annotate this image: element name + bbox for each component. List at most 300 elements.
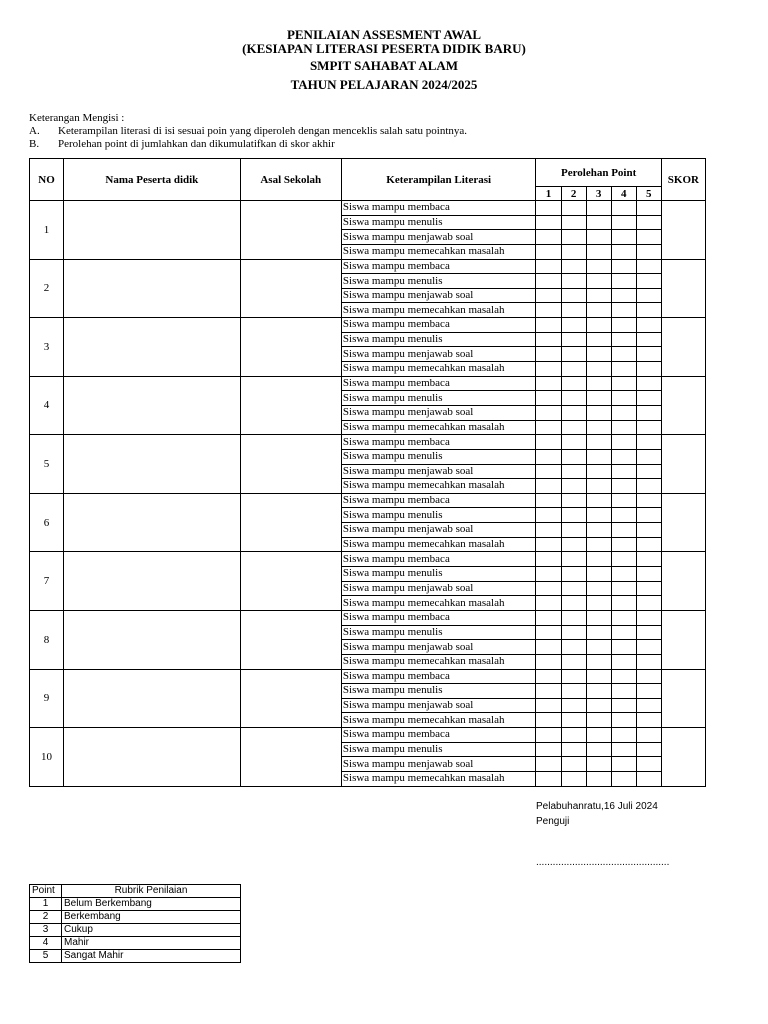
title-line-2: (KESIAPAN LITERASI PESERTA DIDIK BARU) — [242, 41, 526, 56]
point-cell-4[interactable] — [611, 537, 636, 552]
table-row — [30, 318, 706, 333]
criterion-label: Siswa mampu memecahkan masalah — [341, 771, 536, 786]
point-cell-4[interactable] — [611, 713, 636, 728]
criterion-label: Siswa mampu memecahkan masalah — [341, 303, 536, 318]
point-cell-3[interactable] — [586, 669, 611, 684]
header-points: Perolehan Point — [536, 159, 661, 187]
school-cell[interactable] — [240, 552, 341, 611]
point-cell-3[interactable] — [586, 684, 611, 699]
point-cell-5[interactable] — [636, 215, 661, 230]
point-cell-4[interactable] — [611, 508, 636, 523]
point-cell-1[interactable] — [536, 757, 561, 772]
point-cell-2[interactable] — [561, 215, 586, 230]
point-cell-5[interactable] — [636, 332, 661, 347]
point-cell-2[interactable] — [561, 449, 586, 464]
point-cell-1[interactable] — [536, 742, 561, 757]
point-cell-3[interactable] — [586, 215, 611, 230]
table-row — [30, 493, 706, 508]
criterion-label: Siswa mampu menjawab soal — [341, 640, 536, 655]
student-name-cell[interactable] — [64, 376, 241, 435]
point-cell-4[interactable] — [611, 771, 636, 786]
rubric-label: Mahir — [62, 937, 241, 950]
point-cell-3[interactable] — [586, 567, 611, 582]
point-cell-4[interactable] — [611, 728, 636, 743]
header-point-3: 3 — [586, 187, 611, 201]
point-cell-5[interactable] — [636, 537, 661, 552]
criterion-label: Siswa mampu menjawab soal — [341, 405, 536, 420]
point-cell-1[interactable] — [536, 610, 561, 625]
point-cell-1[interactable] — [536, 303, 561, 318]
point-cell-1[interactable] — [536, 552, 561, 567]
point-cell-3[interactable] — [586, 610, 611, 625]
score-cell[interactable] — [661, 610, 705, 669]
point-cell-3[interactable] — [586, 523, 611, 538]
school-cell[interactable] — [240, 259, 341, 318]
point-cell-2[interactable] — [561, 610, 586, 625]
point-cell-2[interactable] — [561, 362, 586, 377]
point-cell-4[interactable] — [611, 362, 636, 377]
student-name-cell[interactable] — [64, 201, 241, 260]
point-cell-4[interactable] — [611, 303, 636, 318]
rubric-row — [30, 937, 241, 950]
point-cell-3[interactable] — [586, 581, 611, 596]
table-row — [30, 669, 706, 684]
point-cell-1[interactable] — [536, 405, 561, 420]
point-cell-2[interactable] — [561, 523, 586, 538]
point-cell-4[interactable] — [611, 479, 636, 494]
assessment-table — [29, 158, 706, 787]
table-row — [30, 728, 706, 743]
point-cell-2[interactable] — [561, 376, 586, 391]
point-cell-2[interactable] — [561, 464, 586, 479]
point-cell-4[interactable] — [611, 420, 636, 435]
point-cell-4[interactable] — [611, 684, 636, 699]
point-cell-3[interactable] — [586, 244, 611, 259]
point-cell-3[interactable] — [586, 625, 611, 640]
point-cell-3[interactable] — [586, 288, 611, 303]
point-cell-1[interactable] — [536, 201, 561, 216]
point-cell-2[interactable] — [561, 537, 586, 552]
point-cell-1[interactable] — [536, 669, 561, 684]
point-cell-2[interactable] — [561, 625, 586, 640]
table-row — [30, 610, 706, 625]
point-cell-5[interactable] — [636, 552, 661, 567]
score-cell[interactable] — [661, 552, 705, 611]
point-cell-4[interactable] — [611, 274, 636, 289]
point-cell-3[interactable] — [586, 274, 611, 289]
point-cell-2[interactable] — [561, 654, 586, 669]
point-cell-2[interactable] — [561, 640, 586, 655]
point-cell-4[interactable] — [611, 654, 636, 669]
point-cell-1[interactable] — [536, 508, 561, 523]
school-cell[interactable] — [240, 376, 341, 435]
point-cell-3[interactable] — [586, 201, 611, 216]
criterion-label: Siswa mampu membaca — [341, 259, 536, 274]
point-cell-4[interactable] — [611, 347, 636, 362]
student-name-cell[interactable] — [64, 552, 241, 611]
point-cell-5[interactable] — [636, 303, 661, 318]
criterion-label: Siswa mampu menulis — [341, 391, 536, 406]
header-name: Nama Peserta didik — [64, 159, 241, 201]
point-cell-2[interactable] — [561, 405, 586, 420]
point-cell-4[interactable] — [611, 610, 636, 625]
point-cell-1[interactable] — [536, 567, 561, 582]
point-cell-3[interactable] — [586, 493, 611, 508]
point-cell-1[interactable] — [536, 318, 561, 333]
student-name-cell[interactable] — [64, 493, 241, 552]
point-cell-3[interactable] — [586, 757, 611, 772]
point-cell-1[interactable] — [536, 376, 561, 391]
point-cell-4[interactable] — [611, 596, 636, 611]
point-cell-5[interactable] — [636, 288, 661, 303]
point-cell-3[interactable] — [586, 728, 611, 743]
criterion-label: Siswa mampu menjawab soal — [341, 581, 536, 596]
point-cell-2[interactable] — [561, 596, 586, 611]
title-line-3: SMPIT SAHABAT ALAM — [309, 58, 459, 73]
point-cell-2[interactable] — [561, 728, 586, 743]
point-cell-5[interactable] — [636, 728, 661, 743]
point-cell-3[interactable] — [586, 318, 611, 333]
table-row — [30, 552, 706, 567]
point-cell-3[interactable] — [586, 362, 611, 377]
point-cell-5[interactable] — [636, 523, 661, 538]
point-cell-4[interactable] — [611, 640, 636, 655]
student-name-cell[interactable] — [64, 610, 241, 669]
score-cell[interactable] — [661, 259, 705, 318]
point-cell-5[interactable] — [636, 376, 661, 391]
point-cell-5[interactable] — [636, 508, 661, 523]
point-cell-1[interactable] — [536, 654, 561, 669]
point-cell-3[interactable] — [586, 552, 611, 567]
point-cell-3[interactable] — [586, 391, 611, 406]
point-cell-5[interactable] — [636, 230, 661, 245]
point-cell-2[interactable] — [561, 479, 586, 494]
point-cell-5[interactable] — [636, 625, 661, 640]
point-cell-4[interactable] — [611, 493, 636, 508]
place-date: Pelabuhanratu,16 Juli 2024 — [536, 801, 658, 812]
point-cell-2[interactable] — [561, 508, 586, 523]
point-cell-4[interactable] — [611, 523, 636, 538]
row-number: 1 — [30, 201, 64, 260]
score-cell[interactable] — [661, 201, 705, 260]
school-cell[interactable] — [240, 610, 341, 669]
point-cell-1[interactable] — [536, 713, 561, 728]
student-name-cell[interactable] — [64, 318, 241, 377]
rubric-header-label: Rubrik Penilaian — [62, 885, 241, 898]
header-point-5: 5 — [636, 187, 661, 201]
point-cell-5[interactable] — [636, 698, 661, 713]
point-cell-5[interactable] — [636, 640, 661, 655]
criterion-label: Siswa mampu membaca — [341, 435, 536, 450]
point-cell-2[interactable] — [561, 493, 586, 508]
point-cell-5[interactable] — [636, 362, 661, 377]
criterion-label: Siswa mampu menulis — [341, 332, 536, 347]
point-cell-1[interactable] — [536, 420, 561, 435]
criterion-label: Siswa mampu memecahkan masalah — [341, 537, 536, 552]
point-cell-3[interactable] — [586, 435, 611, 450]
score-cell[interactable] — [661, 493, 705, 552]
examiner-label: Penguji — [536, 816, 570, 827]
point-cell-5[interactable] — [636, 757, 661, 772]
criterion-label: Siswa mampu memecahkan masalah — [341, 713, 536, 728]
point-cell-3[interactable] — [586, 376, 611, 391]
point-cell-5[interactable] — [636, 654, 661, 669]
point-cell-1[interactable] — [536, 771, 561, 786]
point-cell-1[interactable] — [536, 684, 561, 699]
point-cell-4[interactable] — [611, 288, 636, 303]
instruction-b — [29, 138, 467, 151]
point-cell-1[interactable] — [536, 464, 561, 479]
point-cell-4[interactable] — [611, 259, 636, 274]
point-cell-5[interactable] — [636, 684, 661, 699]
point-cell-5[interactable] — [636, 669, 661, 684]
school-cell[interactable] — [240, 493, 341, 552]
point-cell-3[interactable] — [586, 698, 611, 713]
point-cell-4[interactable] — [611, 391, 636, 406]
point-cell-1[interactable] — [536, 215, 561, 230]
point-cell-1[interactable] — [536, 493, 561, 508]
point-cell-4[interactable] — [611, 201, 636, 216]
point-cell-2[interactable] — [561, 698, 586, 713]
point-cell-2[interactable] — [561, 552, 586, 567]
criterion-label: Siswa mampu menulis — [341, 742, 536, 757]
point-cell-1[interactable] — [536, 362, 561, 377]
point-cell-2[interactable] — [561, 259, 586, 274]
school-cell[interactable] — [240, 728, 341, 787]
point-cell-2[interactable] — [561, 244, 586, 259]
score-cell[interactable] — [661, 728, 705, 787]
criterion-label: Siswa mampu menjawab soal — [341, 464, 536, 479]
point-cell-1[interactable] — [536, 230, 561, 245]
point-cell-3[interactable] — [586, 596, 611, 611]
point-cell-5[interactable] — [636, 596, 661, 611]
point-cell-5[interactable] — [636, 420, 661, 435]
point-cell-4[interactable] — [611, 230, 636, 245]
point-cell-5[interactable] — [636, 318, 661, 333]
title-line-1: PENILAIAN ASSESMENT AWAL — [286, 27, 482, 42]
score-cell[interactable] — [661, 435, 705, 494]
point-cell-3[interactable] — [586, 713, 611, 728]
point-cell-5[interactable] — [636, 713, 661, 728]
point-cell-4[interactable] — [611, 567, 636, 582]
criterion-label: Siswa mampu memecahkan masalah — [341, 479, 536, 494]
point-cell-3[interactable] — [586, 347, 611, 362]
point-cell-4[interactable] — [611, 552, 636, 567]
criterion-label: Siswa mampu menulis — [341, 449, 536, 464]
point-cell-3[interactable] — [586, 303, 611, 318]
point-cell-1[interactable] — [536, 581, 561, 596]
criterion-label: Siswa mampu menjawab soal — [341, 698, 536, 713]
point-cell-5[interactable] — [636, 405, 661, 420]
point-cell-2[interactable] — [561, 230, 586, 245]
point-cell-4[interactable] — [611, 215, 636, 230]
point-cell-5[interactable] — [636, 479, 661, 494]
point-cell-1[interactable] — [536, 449, 561, 464]
criterion-label: Siswa mampu menulis — [341, 508, 536, 523]
point-cell-1[interactable] — [536, 625, 561, 640]
table-row — [30, 259, 706, 274]
point-cell-4[interactable] — [611, 449, 636, 464]
point-cell-4[interactable] — [611, 318, 636, 333]
point-cell-1[interactable] — [536, 698, 561, 713]
point-cell-2[interactable] — [561, 318, 586, 333]
point-cell-2[interactable] — [561, 274, 586, 289]
row-number: 7 — [30, 552, 64, 611]
criterion-label: Siswa mampu membaca — [341, 552, 536, 567]
point-cell-5[interactable] — [636, 493, 661, 508]
score-cell[interactable] — [661, 669, 705, 728]
table-row — [30, 435, 706, 450]
point-cell-2[interactable] — [561, 347, 586, 362]
point-cell-1[interactable] — [536, 347, 561, 362]
row-number: 4 — [30, 376, 64, 435]
point-cell-1[interactable] — [536, 391, 561, 406]
point-cell-1[interactable] — [536, 274, 561, 289]
point-cell-5[interactable] — [636, 581, 661, 596]
point-cell-1[interactable] — [536, 332, 561, 347]
point-cell-5[interactable] — [636, 274, 661, 289]
point-cell-2[interactable] — [561, 332, 586, 347]
point-cell-3[interactable] — [586, 405, 611, 420]
point-cell-4[interactable] — [611, 742, 636, 757]
point-cell-3[interactable] — [586, 508, 611, 523]
point-cell-2[interactable] — [561, 435, 586, 450]
instruction-a-label: A. — [29, 125, 40, 137]
point-cell-5[interactable] — [636, 244, 661, 259]
point-cell-2[interactable] — [561, 669, 586, 684]
row-number: 8 — [30, 610, 64, 669]
student-name-cell[interactable] — [64, 435, 241, 494]
rubric-point: 2 — [30, 911, 62, 924]
point-cell-3[interactable] — [586, 464, 611, 479]
point-cell-5[interactable] — [636, 201, 661, 216]
point-cell-5[interactable] — [636, 742, 661, 757]
header-score: SKOR — [661, 159, 705, 201]
student-name-cell[interactable] — [64, 259, 241, 318]
row-number: 9 — [30, 669, 64, 728]
point-cell-1[interactable] — [536, 537, 561, 552]
point-cell-5[interactable] — [636, 347, 661, 362]
rubric-label: Berkembang — [62, 911, 241, 924]
point-cell-3[interactable] — [586, 449, 611, 464]
school-cell[interactable] — [240, 435, 341, 494]
rubric-row — [30, 950, 241, 963]
header-skill: Keterampilan Literasi — [341, 159, 536, 201]
point-cell-4[interactable] — [611, 757, 636, 772]
point-cell-2[interactable] — [561, 581, 586, 596]
point-cell-2[interactable] — [561, 742, 586, 757]
school-cell[interactable] — [240, 318, 341, 377]
rubric-label: Cukup — [62, 924, 241, 937]
student-name-cell[interactable] — [64, 669, 241, 728]
signature-line: ................................................ — [536, 857, 670, 868]
point-cell-4[interactable] — [611, 698, 636, 713]
point-cell-4[interactable] — [611, 244, 636, 259]
table-row — [30, 201, 706, 216]
point-cell-2[interactable] — [561, 771, 586, 786]
criterion-label: Siswa mampu membaca — [341, 493, 536, 508]
point-cell-1[interactable] — [536, 728, 561, 743]
rubric-label: Sangat Mahir — [62, 950, 241, 963]
point-cell-4[interactable] — [611, 435, 636, 450]
point-cell-1[interactable] — [536, 259, 561, 274]
header-no: NO — [30, 159, 64, 201]
point-cell-5[interactable] — [636, 435, 661, 450]
criterion-label: Siswa mampu menjawab soal — [341, 523, 536, 538]
instruction-a-text: Keterampilan literasi di isi sesuai poin yang diperoleh dengan menceklis salah satu pointnya. — [58, 125, 468, 137]
point-cell-2[interactable] — [561, 567, 586, 582]
point-cell-4[interactable] — [611, 464, 636, 479]
point-cell-2[interactable] — [561, 713, 586, 728]
rubric-point: 3 — [30, 924, 62, 937]
point-cell-5[interactable] — [636, 464, 661, 479]
point-cell-2[interactable] — [561, 391, 586, 406]
point-cell-2[interactable] — [561, 303, 586, 318]
point-cell-3[interactable] — [586, 640, 611, 655]
point-cell-1[interactable] — [536, 479, 561, 494]
school-cell[interactable] — [240, 201, 341, 260]
point-cell-2[interactable] — [561, 757, 586, 772]
point-cell-2[interactable] — [561, 684, 586, 699]
point-cell-5[interactable] — [636, 610, 661, 625]
instruction-a — [29, 125, 467, 138]
score-cell[interactable] — [661, 376, 705, 435]
point-cell-4[interactable] — [611, 332, 636, 347]
criterion-label: Siswa mampu menjawab soal — [341, 347, 536, 362]
point-cell-1[interactable] — [536, 244, 561, 259]
rubric-row — [30, 924, 241, 937]
row-number: 10 — [30, 728, 64, 787]
point-cell-4[interactable] — [611, 581, 636, 596]
instruction-b-label: B. — [29, 138, 40, 150]
point-cell-3[interactable] — [586, 537, 611, 552]
point-cell-3[interactable] — [586, 259, 611, 274]
score-cell[interactable] — [661, 318, 705, 377]
point-cell-4[interactable] — [611, 405, 636, 420]
point-cell-3[interactable] — [586, 332, 611, 347]
point-cell-5[interactable] — [636, 259, 661, 274]
criterion-label: Siswa mampu memecahkan masalah — [341, 420, 536, 435]
point-cell-4[interactable] — [611, 669, 636, 684]
row-number: 5 — [30, 435, 64, 494]
point-cell-4[interactable] — [611, 625, 636, 640]
point-cell-5[interactable] — [636, 391, 661, 406]
point-cell-1[interactable] — [536, 435, 561, 450]
point-cell-3[interactable] — [586, 654, 611, 669]
point-cell-4[interactable] — [611, 376, 636, 391]
school-cell[interactable] — [240, 669, 341, 728]
point-cell-1[interactable] — [536, 640, 561, 655]
point-cell-5[interactable] — [636, 567, 661, 582]
point-cell-3[interactable] — [586, 479, 611, 494]
criterion-label: Siswa mampu memecahkan masalah — [341, 596, 536, 611]
point-cell-2[interactable] — [561, 288, 586, 303]
point-cell-1[interactable] — [536, 288, 561, 303]
point-cell-3[interactable] — [586, 742, 611, 757]
point-cell-2[interactable] — [561, 201, 586, 216]
point-cell-5[interactable] — [636, 449, 661, 464]
criterion-label: Siswa mampu menulis — [341, 215, 536, 230]
point-cell-1[interactable] — [536, 523, 561, 538]
point-cell-1[interactable] — [536, 596, 561, 611]
criterion-label: Siswa mampu memecahkan masalah — [341, 244, 536, 259]
point-cell-3[interactable] — [586, 230, 611, 245]
point-cell-2[interactable] — [561, 420, 586, 435]
student-name-cell[interactable] — [64, 728, 241, 787]
point-cell-5[interactable] — [636, 771, 661, 786]
point-cell-3[interactable] — [586, 420, 611, 435]
point-cell-3[interactable] — [586, 771, 611, 786]
